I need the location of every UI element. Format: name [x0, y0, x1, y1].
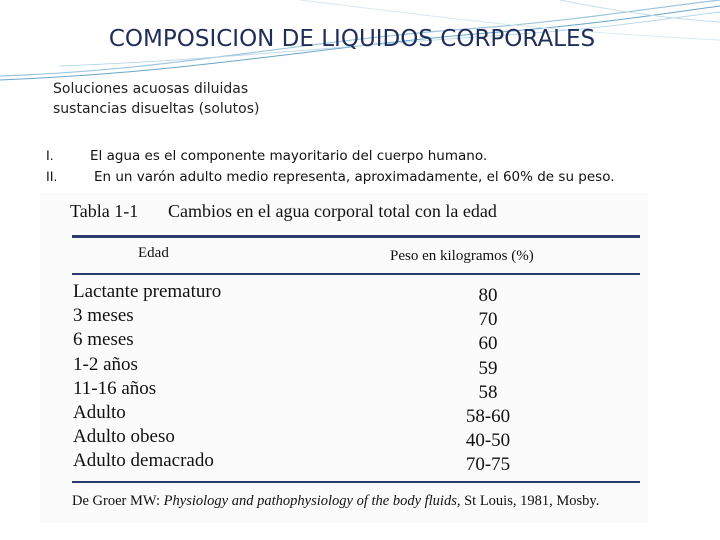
cell-edad: Adulto obeso — [73, 426, 175, 448]
cell-peso: 58-60 — [465, 405, 511, 427]
list-item-text: El agua es el componente mayoritario del cuerpo humano. — [90, 147, 488, 164]
cell-edad: 6 meses — [73, 329, 134, 351]
table-bottom-rule — [72, 481, 640, 483]
table-label: Tabla 1-1 — [70, 201, 139, 221]
table-row — [73, 450, 633, 474]
cell-peso: 70 — [478, 309, 498, 331]
list-item-text: En un varón adulto medio representa, aproximadamente, el 60% de su peso. — [94, 168, 615, 185]
table-row — [73, 402, 633, 426]
cell-peso: 40-50 — [465, 430, 511, 452]
cell-peso: 60 — [478, 333, 498, 355]
cell-edad: Adulto — [73, 401, 126, 423]
source-title: Physiology and pathophysiology of the body fluids, — [163, 493, 461, 509]
cell-edad: Adulto demacrado — [73, 450, 214, 472]
table-title: Cambios en el agua corporal total con la edad — [168, 201, 497, 221]
list-item-number: I. — [46, 148, 54, 163]
column-header-peso: Peso en kilogramos (%) — [390, 248, 534, 264]
cell-edad: Lactante prematuro — [73, 281, 222, 302]
page-title: COMPOSICION DE LIQUIDOS CORPORALES — [108, 26, 596, 52]
cell-peso: 70-75 — [465, 454, 511, 476]
numbered-list — [46, 145, 615, 187]
column-header-edad: Edad — [138, 245, 169, 261]
table-row — [73, 329, 633, 353]
table-header-rule — [72, 273, 640, 275]
subtitle-line-2: sustancias disueltas (solutos) — [53, 101, 260, 117]
cell-peso: 59 — [478, 357, 498, 379]
table-image — [40, 193, 648, 523]
table-row — [73, 305, 633, 329]
cell-peso: 80 — [478, 285, 498, 306]
table-source — [72, 493, 599, 510]
table-body — [73, 281, 633, 475]
table-row — [73, 378, 633, 402]
list-item — [46, 166, 615, 187]
cell-edad: 11-16 años — [73, 377, 157, 399]
source-author: De Groer MW: — [72, 493, 161, 509]
source-publisher: St Louis, 1981, Mosby. — [464, 493, 600, 509]
list-item-number: II. — [46, 169, 58, 184]
table-top-rule — [72, 235, 640, 238]
cell-edad: 1-2 años — [73, 353, 138, 375]
cell-peso: 58 — [478, 381, 498, 403]
subtitle-line-1: Soluciones acuosas diluidas — [53, 81, 249, 97]
table-row — [73, 281, 633, 305]
cell-edad: 3 meses — [73, 305, 134, 327]
table-row — [73, 426, 633, 450]
table-row — [73, 354, 633, 378]
list-item — [46, 145, 615, 166]
